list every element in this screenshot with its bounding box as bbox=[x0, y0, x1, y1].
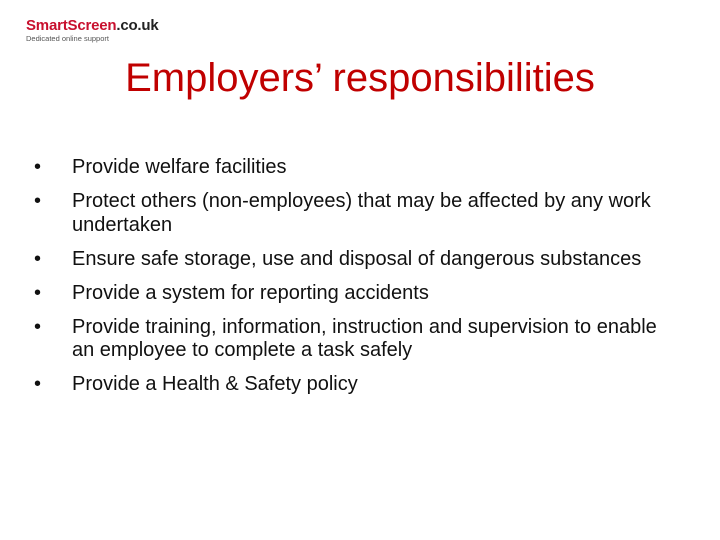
bullet-item bbox=[34, 316, 684, 363]
bullet-item bbox=[34, 156, 684, 180]
slide-title: Employers’ responsibilities bbox=[125, 56, 595, 100]
logo-brand-text: SmartScreen bbox=[26, 17, 117, 34]
logo-tagline: Dedicated online support bbox=[26, 34, 109, 43]
bullet-item bbox=[34, 190, 684, 237]
logo-wordmark bbox=[26, 18, 159, 33]
bullet-text: Protect others (non-employees) that may be affected by any work undertaken bbox=[72, 190, 651, 236]
logo-domain-text: .co.uk bbox=[116, 17, 159, 34]
bullet-dot: • bbox=[34, 247, 42, 270]
bullet-item bbox=[34, 248, 684, 272]
bullet-dot: • bbox=[34, 190, 42, 212]
bullet-text: Provide training, information, instruction and supervision to enable an employee to complete a task safely bbox=[72, 315, 657, 361]
bullet-text: Provide a Health & Safety policy bbox=[72, 373, 358, 395]
smartscreen-logo bbox=[26, 18, 159, 43]
bullet-item bbox=[34, 373, 684, 397]
bullet-list bbox=[34, 156, 684, 407]
bullet-item bbox=[34, 282, 684, 306]
bullet-text: Provide welfare facilities bbox=[72, 156, 287, 178]
bullet-dot: • bbox=[34, 156, 42, 178]
bullet-text: Ensure safe storage, use and disposal of dangerous substances bbox=[72, 247, 642, 270]
bullet-dot: • bbox=[34, 281, 42, 304]
bullet-dot: • bbox=[34, 373, 42, 395]
bullet-text: Provide a system for reporting accidents bbox=[72, 281, 429, 304]
bullet-dot: • bbox=[34, 315, 42, 338]
